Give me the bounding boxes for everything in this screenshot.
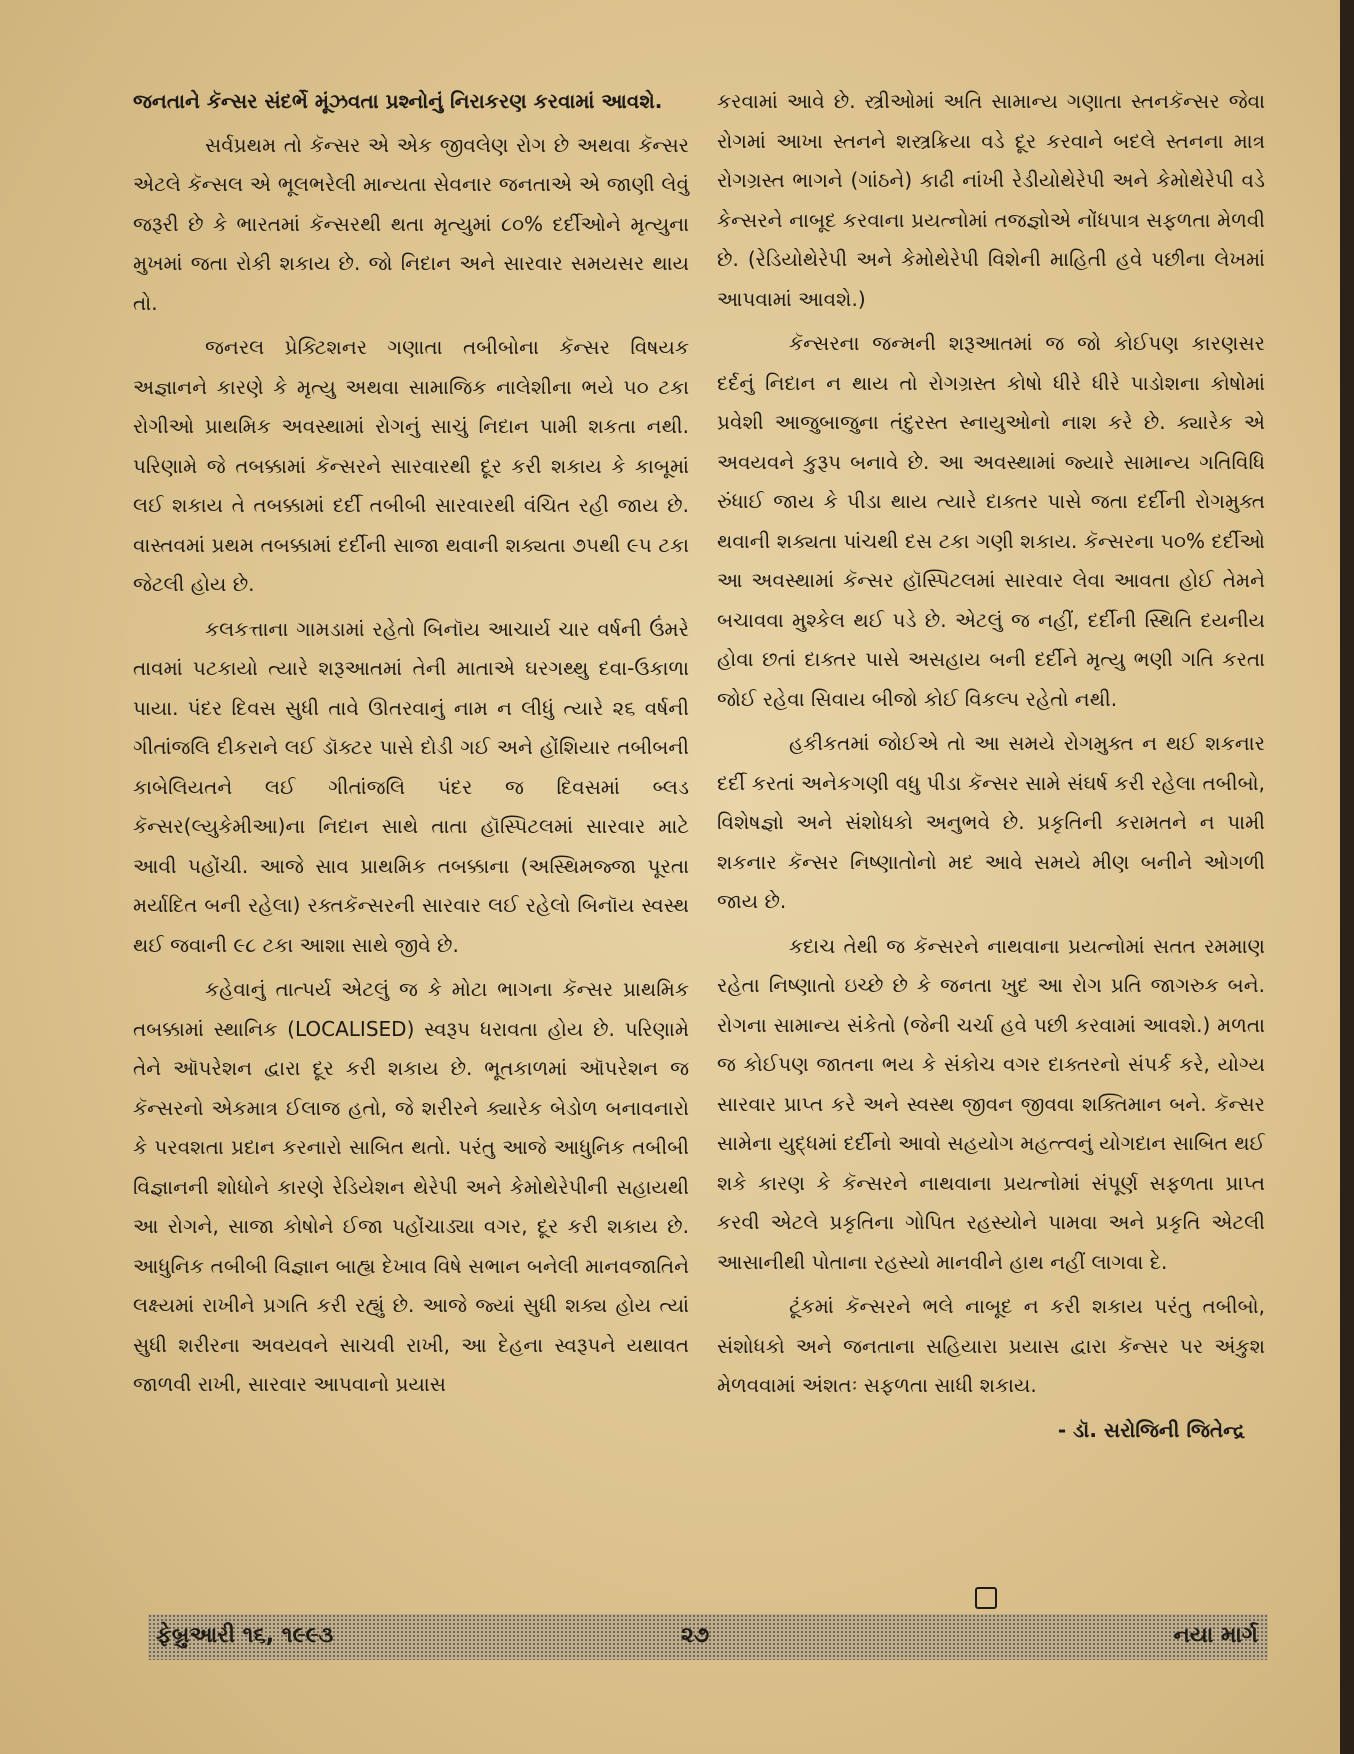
continued-paragraph: કરવામાં આવે છે. સ્ત્રીઓમાં અતિ સામાન્ય ગણાતા સ્તનકૅન્સર જેવા રોગમાં આખા સ્તનને શસ્ત્રક્રિયા વડે દૂર કરવાને બદલે સ્તનના માત્ર રોગગ્રસ્ત ભાગને (ગાંઠને) કાઢી નાંખી રેડીયોથેરેપી અને કેમોથેરેપી વડે કેન્સરને નાબૂદ કરવાના પ્રયત્નોમાં તજજ્ઞોએ નોંધપાત્ર સફળતા મેળવી છે. (રેડિયોથેરેપી અને કેમોથેરેપી વિશેની માહિતી હવે પછીના લેખમાં આપવામાં આવશે.) (717, 89, 1265, 311)
paragraph: કહેવાનું તાત્પર્ય એટલું જ કે મોટા ભાગના કૅન્સર પ્રાથમિક તબક્કામાં સ્થાનિક (LOCALISED) સ્વરૂપ ધરાવતા હોય છે. પરિણામે તેને ઑપરેશન દ્વારા દૂર કરી શકાય છે. ભૂતકાળમાં ઑપરેશન જ કૅન્સરનો એકમાત્ર ઈલાજ હતો, જે શરીરને ક્યારેક બેડોળ બનાવનારો કે પરવશતા પ્રદાન કરનારો સાબિત થતો. પરંતુ આજે આધુનિક તબીબી વિજ્ઞાનની શોધોને કારણે રેડિયેશન થેરેપી અને કેમોથેરેપીની સહાયથી આ રોગને, સાજા કોષોને ઈજા પહોંચાડ્યા વગર, દૂર કરી શકાય છે. આધુનિક તબીબી વિજ્ઞાન બાહ્ય દેખાવ વિષે સભાન બનેલી માનવજાતિને લક્ષ્યમાં રાખીને પ્રગતિ કરી રહ્યું છે. આજે જ્યાં સુધી શક્ય હોય ત્યાં સુધી શરીરના અવયવને સાચવી રાખી, આ દેહના સ્વરૂપને યથાવત જાળવી રાખી, સારવાર આપવાનો પ્રયાસ (133, 977, 690, 1396)
lead-paragraph: જનતાને કૅન્સર સંદર્ભે મૂંઝવતા પ્રશ્નોનું નિરાકરણ કરવામાં આવશે. (133, 89, 663, 113)
paragraph: જનરલ પ્રેક્ટિશનર ગણાતા તબીબોના કૅન્સર વિષયક અજ્ઞાનને કારણે કે મૃત્યુ અથવા સામાજિક નાલેશીના ભયે ૫૦ ટકા રોગીઓ પ્રાથમિક અવસ્થામાં રોગનું સાચું નિદાન પામી શકતા નથી. પરિણામે જે તબક્કામાં કૅન્સરને સારવારથી દૂર કરી શકાય કે કાબૂમાં લઈ શકાય તે તબક્કામાં દર્દી તબીબી સારવારથી વંચિત રહી જાય છે. વાસ્તવમાં પ્રથમ તબક્કામાં દર્દીની સાજા થવાની શક્યતા ૭૫થી ૯૫ ટકા જેટલી હોય છે. (133, 335, 689, 596)
paragraph: હકીકતમાં જોઈએ તો આ સમયે રોગમુક્ત ન થઈ શકનાર દર્દી કરતાં અનેકગણી વધુ પીડા કૅન્સર સામે સંઘર્ષ કરી રહેલા તબીબો, વિશેષજ્ઞો અને સંશોધકો અનુભવે છે. પ્રકૃતિની કરામતને ન પામી શકનાર કૅન્સર નિષ્ણાતોનો મદ આવે સમયે મીણ બનીને ઓગળી જાય છે. (717, 731, 1265, 913)
paragraph: કલકત્તાના ગામડામાં રહેતો બિનૉય આચાર્ય ચાર વર્ષની ઉંમરે તાવમાં પટકાયો ત્યારે શરૂઆતમાં તેની માતાએ ઘરગથ્થુ દવા-ઉકાળા પાયા. પંદર દિવસ સુધી તાવે ઊતરવાનું નામ ન લીધું ત્યારે ૨૬ વર્ષની ગીતાંજલિ દીકરાને લઈ ડૉક્ટર પાસે દોડી ગઈ અને હોંશિયાર તબીબની કાબેલિયતને લઈ ગીતાંજલિ પંદર જ દિવસમાં બ્લડ કૅન્સર(લ્યુકેમીઆ)ના નિદાન સાથે તાતા હૉસ્પિટલમાં સારવાર માટે આવી પહોંચી. આજે સાવ પ્રાથમિક તબક્કાના (અસ્થિમજ્જા પૂરતા મર્યાદિત બની રહેલા) રક્તકૅન્સરની સારવાર લઈ રહેલો બિનૉય સ્વસ્થ થઈ જવાની ૯૮ ટકા આશા સાથે જીવે છે. (133, 616, 689, 957)
paragraph: કદાચ તેથી જ કૅન્સરને નાથવાના પ્રયત્નોમાં સતત રમમાણ રહેતા નિષ્ણાતો ઇચ્છે છે કે જનતા ખુદ આ રોગ પ્રતિ જાગરુક બને. રોગના સામાન્ય સંકેતો (જેની ચર્ચા હવે પછી કરવામાં આવશે.) મળતા જ કોઈપણ જાતના ભય કે સંકોચ વગર દાક્તરનો સંપર્ક કરે, યોગ્ય સારવાર પ્રાપ્ત કરે અને સ્વસ્થ જીવન જીવવા શક્તિમાન બને. કૅન્સર સામેના યુદ્ધમાં દર્દીનો આવો સહયોગ મહત્ત્વનું યોગદાન સાબિત થઈ શકે કારણ કે કૅન્સરને નાથવાના પ્રયત્નોમાં સંપૂર્ણ સફળતા પ્રાપ્ત કરવી એટલે પ્રકૃતિના ગોપિત રહસ્યોને પામવા અને પ્રકૃતિ એટલી આસાનીથી પોતાના રહસ્યો માનવીને હાથ નહીં લાગવા દે. (717, 933, 1265, 1274)
author-byline: - ડૉ. સરોજિની જિતેન્દ્ર (1057, 1417, 1245, 1442)
paragraph: ટૂંકમાં કૅન્સરને ભલે નાબૂદ ન કરી શકાય પરંતુ તબીબો, સંશોધકો અને જનતાના સહિયારા પ્રયાસ દ્વારા કૅન્સર પર અંકુશ મેળવવામાં અંશતઃ સફળતા સાધી શકાય. (717, 1294, 1265, 1397)
end-of-article-icon (975, 1587, 997, 1609)
paragraph: સર્વપ્રથમ તો કૅન્સર એ એક જીવલેણ રોગ છે અથવા કૅન્સર એટલે કૅન્સલ એ ભૂલભરેલી માન્યતા સેવનાર જનતાએ એ જાણી લેવું જરૂરી છે કે ભારતમાં કૅન્સરથી થતા મૃત્યુમાં ૮૦% દર્દીઓને મૃત્યુના મુખમાં જતા રોકી શકાય છે. જો નિદાન અને સારવાર સમયસર થાય તો. (133, 132, 689, 315)
magazine-name: નયા માર્ગ (1173, 1623, 1258, 1648)
issue-date: ફેબ્રુઆરી ૧૬, ૧૯૯૩ (156, 1623, 334, 1648)
page-number: ૨૭ (681, 1623, 710, 1648)
right-column (717, 82, 1265, 1450)
page-footer (148, 1614, 1268, 1660)
left-column (133, 82, 689, 1410)
paragraph: કૅન્સરના જન્મની શરૂઆતમાં જ જો કોઈપણ કારણસર દર્દનું નિદાન ન થાય તો રોગગ્રસ્ત કોષો ધીરે ધીરે પાડોશના કોષોમાં પ્રવેશી આજુબાજુના તંદુરસ્ત સ્નાયુઓનો નાશ કરે છે. ક્યારેક એ અવયવને કુરૂપ બનાવે છે. આ અવસ્થામાં જ્યારે સામાન્ય ગતિવિધિ રુંધાઈ જાય કે પીડા થાય ત્યારે દાક્તર પાસે જતા દર્દીની રોગમુક્ત થવાની શક્યતા પાંચથી દસ ટકા ગણી શકાય. કૅન્સરના ૫૦% દર્દીઓ આ અવસ્થામાં કૅન્સર હૉસ્પિટલમાં સારવાર લેવા આવતા હોઈ તેમને બચાવવા મુશ્કેલ થઈ પડે છે. એટલું જ નહીં, દર્દીની સ્થિતિ દયનીય હોવા છતાં દાક્તર પાસે અસહાય બની દર્દીને મૃત્યુ ભણી ગતિ કરતા જોઈ રહેવા સિવાય બીજો કોઈ વિકલ્પ રહેતો નથી. (717, 331, 1265, 711)
